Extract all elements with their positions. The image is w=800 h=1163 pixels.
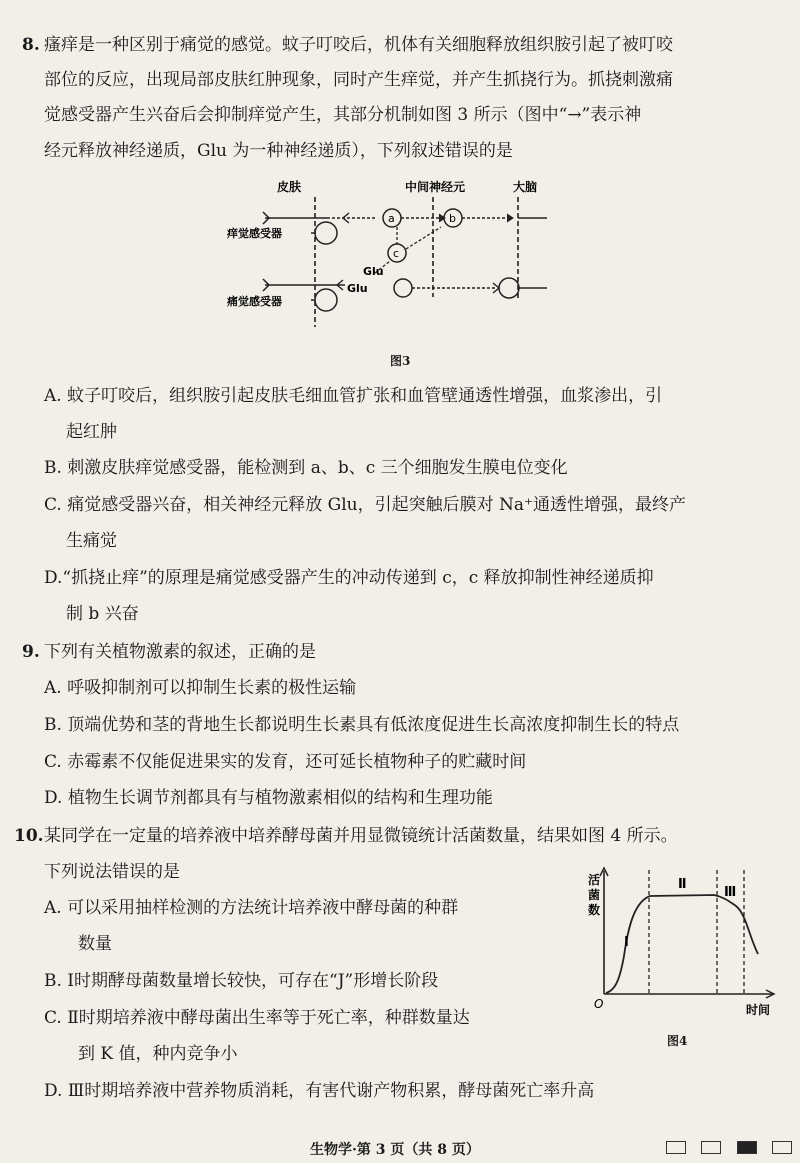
- brain-synapse-arrow: [507, 214, 513, 222]
- phase-3-label: Ⅲ: [724, 885, 737, 900]
- q10-stem-line-2: 下列说法错误的是: [44, 862, 180, 882]
- q9-option-b: B. 顶端优势和茎的背地生长都说明生长素具有低浓度促进生长高浓度抑制生长的特点: [44, 715, 680, 735]
- label-glu-bottom: Glu: [347, 282, 368, 295]
- pain-relay-neuron: [394, 279, 412, 297]
- q8-option-c-line-1: C. 痛觉感受器兴奋，相关神经元释放 Glu，引起突触后膜对 Na⁺通透性增强，最终产: [44, 495, 686, 515]
- phase-2-label: Ⅱ: [678, 877, 687, 892]
- q8-stem-line-2: 部位的反应，出现局部皮肤红肿现象，同时产生痒觉，并产生抓挠行为。抓挠刺激痛: [44, 70, 673, 90]
- q8-option-d-line-1: D.“抓挠止痒”的原理是痛觉感受器产生的冲动传递到 c，c 释放抑制性神经递质抑: [44, 568, 654, 588]
- page-indicator-box-3: [737, 1141, 757, 1154]
- label-glu-top: Glu: [363, 265, 384, 278]
- q8-option-a-line-2: 起红肿: [66, 422, 117, 442]
- link-c-to-b: [406, 227, 441, 249]
- q8-stem-line-4: 经元释放神经递质，Glu 为一种神经递质），下列叙述错误的是: [44, 141, 513, 161]
- q10-option-b: B. Ⅰ时期酵母菌数量增长较快，可存在“J”形增长阶段: [44, 971, 439, 991]
- itch-receptor-soma: [315, 222, 337, 244]
- q8-number: 8.: [22, 35, 40, 55]
- label-pain-receptor: 痛觉感受器: [227, 295, 282, 308]
- pain-receptor-soma: [315, 289, 337, 311]
- label-brain: 大脑: [513, 180, 538, 194]
- q10-option-a-line-1: A. 可以采用抽样检测的方法统计培养液中酵母菌的种群: [44, 898, 459, 918]
- q9-stem: 下列有关植物激素的叙述，正确的是: [44, 642, 316, 662]
- figure-4-caption: 图4: [667, 1034, 688, 1048]
- q9-option-d: D. 植物生长调节剂都具有与植物激素相似的结构和生理功能: [44, 788, 493, 808]
- y-axis-label-char-2: 菌: [588, 888, 601, 902]
- page-indicator-box-2: [701, 1141, 721, 1154]
- cell-c-label: c: [393, 247, 400, 260]
- page-footer: 生物学·第 3 页（共 8 页）: [310, 1142, 480, 1158]
- q9-option-a: A. 呼吸抑制剂可以抑制生长素的极性运输: [44, 678, 357, 698]
- cell-b-label: b: [449, 212, 456, 225]
- label-interneuron: 中间神经元: [405, 180, 466, 194]
- x-axis-label: 时间: [746, 1003, 771, 1017]
- q10-option-c-line-1: C. Ⅱ时期培养液中酵母菌出生率等于死亡率，种群数量达: [44, 1008, 470, 1028]
- figure-4-growth-curve: [586, 866, 786, 1026]
- q10-option-c-line-2: 到 K 值，种内竞争小: [78, 1044, 238, 1064]
- brain-pain-neuron: [499, 278, 519, 298]
- page-indicator-box-4: [772, 1141, 792, 1154]
- q8-stem-line-1: 瘙痒是一种区别于痛觉的感觉。蚊子叮咬后，机体有关细胞释放组织胺引起了被叮咬: [44, 35, 673, 55]
- q9-number: 9.: [22, 642, 40, 662]
- figure-3-caption: 图3: [390, 354, 411, 368]
- y-axis-label-char-3: 数: [588, 903, 601, 917]
- y-axis-label-char-1: 活: [588, 873, 601, 887]
- q8-option-b: B. 刺激皮肤痒觉感受器，能检测到 a、b、c 三个细胞发生膜电位变化: [44, 458, 568, 478]
- q10-option-a-line-2: 数量: [78, 934, 112, 954]
- q9-option-c: C. 赤霉素不仅能促进果实的发育，还可延长植物种子的贮藏时间: [44, 752, 527, 772]
- page-indicator-box-1: [666, 1141, 686, 1154]
- q10-stem-line-1: 某同学在一定量的培养液中培养酵母菌并用显微镜统计活菌数量，结果如图 4 所示。: [44, 826, 678, 846]
- q8-stem-line-3: 觉感受器产生兴奋后会抑制痒觉产生，其部分机制如图 3 所示（图中“→”表示神: [44, 105, 642, 125]
- q10-option-d: D. Ⅲ时期培养液中营养物质消耗，有害代谢产物积累，酵母菌死亡率升高: [44, 1081, 595, 1101]
- q10-number: 10.: [14, 826, 44, 846]
- cell-a-label: a: [388, 212, 395, 225]
- q8-option-d-line-2: 制 b 兴奋: [66, 604, 139, 624]
- label-skin: 皮肤: [277, 180, 302, 194]
- q8-option-c-line-2: 生痛觉: [66, 531, 117, 551]
- q8-option-a-line-1: A. 蚊子叮咬后，组织胺引起皮肤毛细血管扩张和血管壁通透性增强，血浆渗出，引: [44, 386, 663, 406]
- phase-1-label: Ⅰ: [624, 935, 629, 950]
- origin-label: O: [594, 997, 604, 1011]
- figure-3-diagram: [225, 175, 575, 335]
- label-itch-receptor: 痒觉感受器: [227, 227, 282, 240]
